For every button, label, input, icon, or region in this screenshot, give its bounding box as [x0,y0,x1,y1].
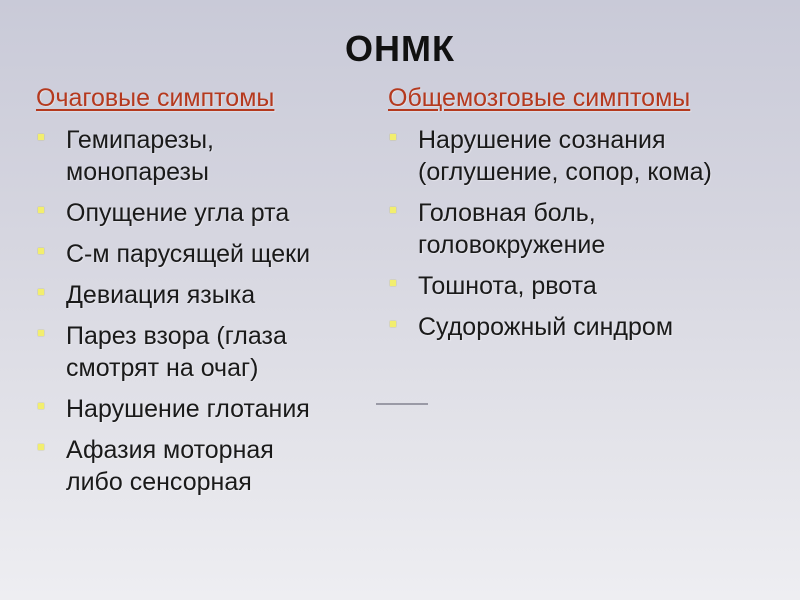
list-item [36,279,376,311]
list-item [36,197,376,229]
bullet-icon [390,134,396,140]
general-symptoms-heading: Общемозговые симптомы [388,84,691,112]
list-item [388,197,668,261]
slide-title: ОНМК [345,28,455,69]
bullet-icon [38,289,44,295]
list-item-text: Афазия моторная либо сенсорная [66,436,274,496]
bullet-icon [390,207,396,213]
bullet-icon [390,321,396,327]
bullet-icon [38,444,44,450]
bullet-icon [38,248,44,254]
general-symptoms-list [388,124,788,352]
list-item [388,270,788,302]
list-item-text: Нарушение сознания (оглушение, сопор, кома) [418,126,712,186]
list-item [388,124,788,188]
list-item-text: Девиация языка [66,281,256,309]
list-item [36,320,366,384]
list-item-text: Тошнота, рвота [418,272,597,300]
list-item [36,238,376,270]
list-item-text: Головная боль, головокружение [418,199,606,259]
list-item [36,393,376,425]
bullet-icon [390,280,396,286]
list-item [388,311,788,343]
list-item [36,434,336,498]
list-item-text: Судорожный синдром [418,313,674,341]
bullet-icon [38,134,44,140]
list-item-text: С-м парусящей щеки [66,240,311,268]
list-item [36,124,296,188]
list-item-text: Опущение угла рта [66,199,290,227]
list-item-text: Гемипарезы, монопарезы [66,126,214,186]
divider-line [376,403,428,405]
bullet-icon [38,207,44,213]
focal-symptoms-heading: Очаговые симптомы [36,84,275,112]
bullet-icon [38,403,44,409]
bullet-icon [38,330,44,336]
list-item-text: Парез взора (глаза смотрят на очаг) [66,322,287,382]
focal-symptoms-list [36,124,376,507]
list-item-text: Нарушение глотания [66,395,310,423]
